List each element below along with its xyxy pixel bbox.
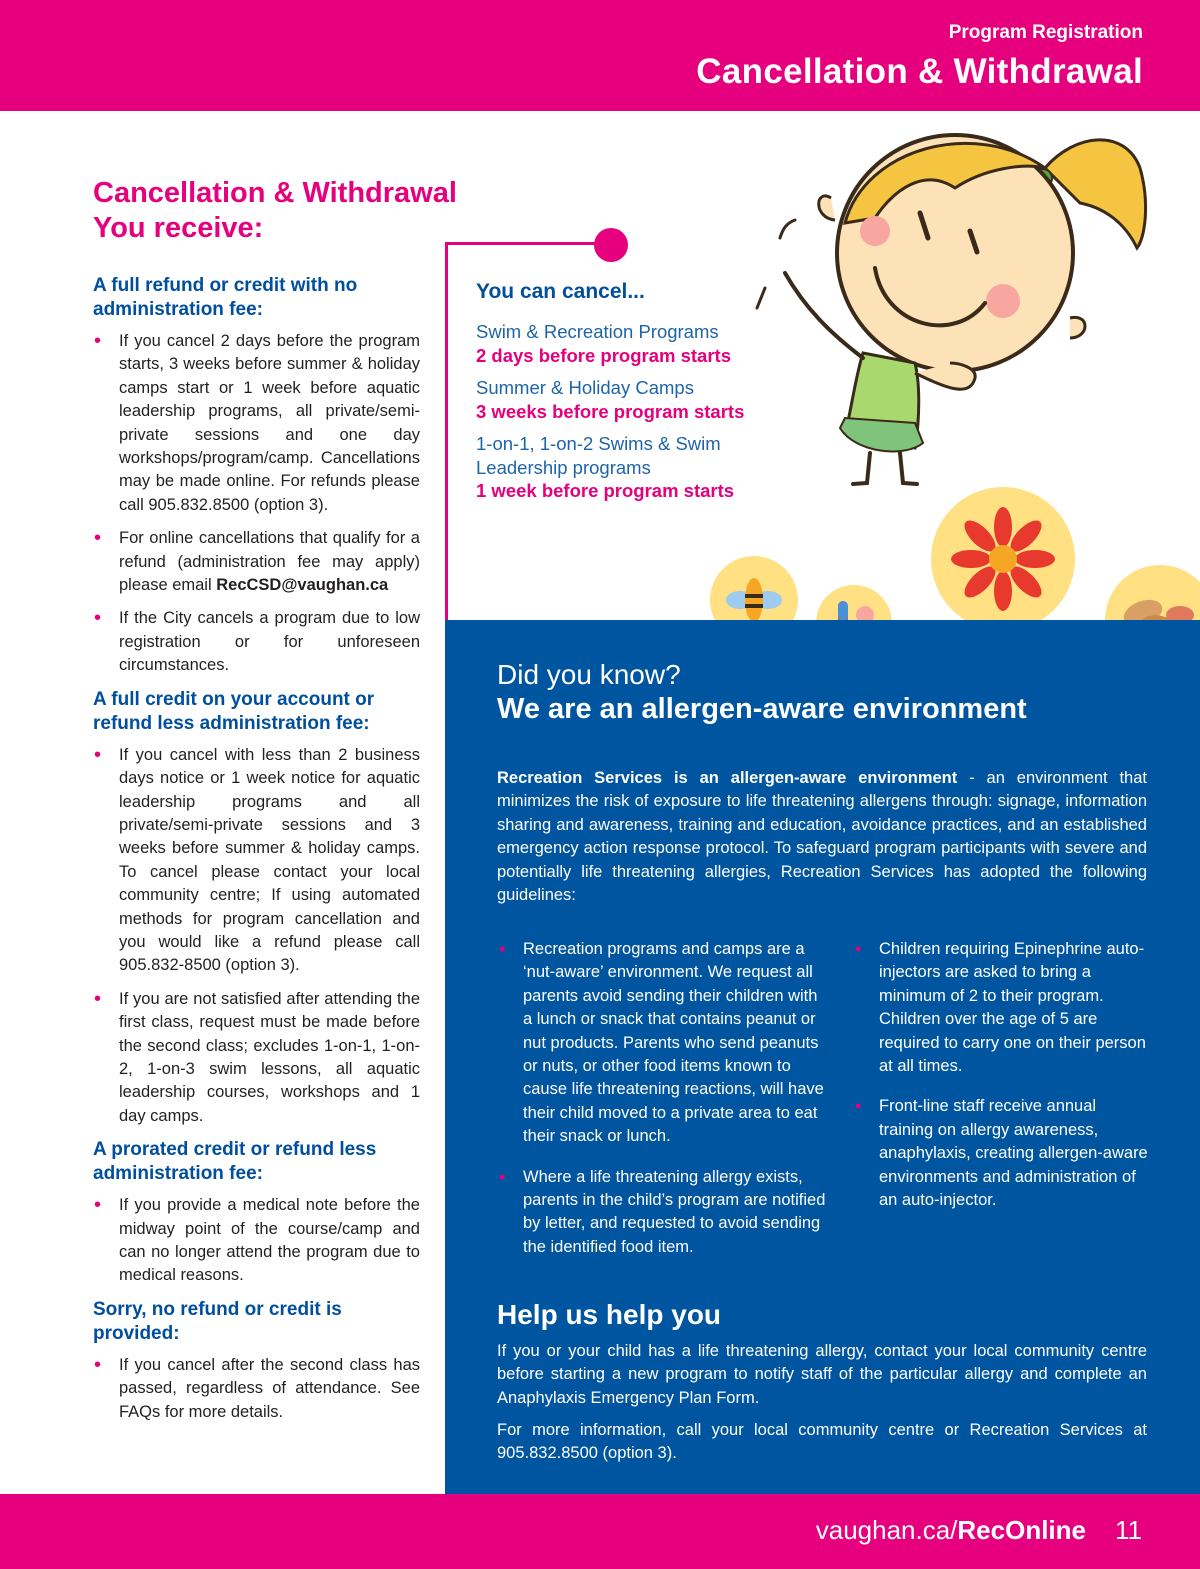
list-item: • If you cancel 2 days before the program starts, 3 weeks before summer & holiday camps start or 1 week before aquatic leadership programs, all private/semi-private sessions and one day workshops/program/camp. Cancellations may be made online. For refunds please call 905.832.8500 (option 3). — [93, 330, 420, 517]
bullet-list — [93, 330, 420, 678]
header-title: Cancellation & Withdrawal — [696, 52, 1143, 91]
section-no-refund — [93, 1298, 420, 1424]
cancel-program: 1-on-1, 1-on-2 Swims & Swim Leadership programs — [476, 433, 721, 478]
section-prorated — [93, 1138, 420, 1288]
callout-line — [445, 242, 448, 622]
section-full-refund — [93, 274, 420, 678]
flower-icon — [931, 487, 1075, 631]
list-item: • Recreation programs and camps are a ‘nut-aware’ environment. We request all parents avoid sending their children with a lunch or snack that contains peanut or nut products. Parents who send peanuts or nuts, or other food items known to cause life threatening reactions, will have their child moved to a private area to eat their snack or lunch. — [497, 938, 827, 1149]
footer-url-prefix: vaughan.ca/ — [815, 1515, 958, 1545]
cancel-deadline: 1 week before program starts — [476, 480, 735, 501]
cancel-deadline: 3 weeks before program starts — [476, 400, 745, 422]
bullet-list — [93, 1194, 420, 1288]
header-band — [0, 0, 1200, 111]
page-number: 11 — [1115, 1515, 1142, 1545]
cancel-deadline: 2 days before program starts — [476, 344, 731, 366]
list-item: • If the City cancels a program due to low registration or for unforeseen circumstances. — [93, 607, 420, 677]
cancel-program: Summer & Holiday Camps — [476, 377, 694, 398]
main-heading — [93, 176, 513, 246]
list-item: • Where a life threatening allergy exists, parents in the child’s program are notified by letter, and requested to avoid sending the identified food item. — [497, 1166, 827, 1260]
bullet-list — [93, 1354, 420, 1424]
footer-url[interactable] — [816, 1515, 1086, 1546]
main-heading-line2: You receive: — [93, 212, 264, 244]
allergen-intro — [497, 767, 1147, 907]
allergen-panel — [445, 620, 1200, 1494]
callout-dot — [594, 228, 628, 262]
bullet-list — [93, 744, 420, 1129]
list-item: • Front-line staff receive annual training on allergy awareness, anaphylaxis, creating allergen-aware environments and administration of an auto-injector. — [853, 1095, 1153, 1212]
guideline-list-right — [853, 938, 1153, 1229]
refund-policy-column — [93, 274, 420, 1434]
list-item: • If you provide a medical note before the midway point of the course/camp and can no longer attend the program due to medical reasons. — [93, 1194, 420, 1288]
list-item: • If you are not satisfied after attending the first class, request must be made before the second class; excludes 1-on-1, 1-on-2, 1-on-3 swim lessons, all aquatic leadership courses, workshops and 1 day camps. — [93, 988, 420, 1128]
callout-line — [445, 242, 605, 245]
cancel-box-title: You can cancel... — [476, 280, 645, 303]
email-link[interactable]: RecCSD@vaughan.ca — [216, 576, 389, 595]
list-item: • If you cancel after the second class has passed, regardless of attendance. See FAQs for more details. — [93, 1354, 420, 1424]
section-title: A prorated credit or refund less administration fee: — [93, 1139, 377, 1185]
footer-url-bold: RecOnline — [957, 1515, 1086, 1545]
main-heading-line1: Cancellation & Withdrawal — [93, 177, 457, 209]
list-item — [93, 527, 420, 597]
allergen-heading: We are an allergen-aware environment — [497, 693, 1027, 725]
intro-bold: Recreation Services is an allergen-aware environment — [497, 769, 958, 787]
cancel-program: Swim & Recreation Programs — [476, 321, 719, 342]
footer-band — [0, 1494, 1200, 1569]
girl-illustration — [745, 128, 1165, 498]
intro-text: - an environment that minimizes the risk of exposure to life threatening allergens through: signage, information sharing and awareness, training and education, avoidance practices, and an established emergency action response protocol. To safeguard program participants with severe and potentially life threatening allergies, Recreation Services has adopted the following guidelines: — [497, 769, 1147, 905]
list-item-text: For online cancellations that qualify for a refund (administration fee may apply) please email — [119, 529, 420, 595]
guideline-list-left — [497, 938, 827, 1276]
help-heading: Help us help you — [497, 1299, 722, 1330]
did-you-know: Did you know? — [497, 659, 681, 690]
help-paragraph: If you or your child has a life threatening allergy, contact your local community centre before starting a new program to notify staff of the particular allergy and complete an Anaphylaxis Emergency Plan Form. — [497, 1342, 1147, 1407]
flower-icon-graphic — [931, 487, 1075, 631]
section-title: Sorry, no refund or credit is provided: — [93, 1298, 342, 1344]
header-kicker: Program Registration — [948, 22, 1143, 43]
section-full-credit — [93, 688, 420, 1129]
section-title: A full refund or credit with no administration fee: — [93, 275, 358, 320]
section-title: A full credit on your account or refund less administration fee: — [93, 688, 375, 734]
list-item: • Children requiring Epinephrine auto-injectors are asked to bring a minimum of 2 to their program. Children over the age of 5 are required to carry one on their person at all times. — [853, 938, 1153, 1078]
help-paragraph: For more information, call your local community centre or Recreation Services at 905.832.8500 (option 3). — [497, 1421, 1147, 1463]
list-item: • If you cancel with less than 2 business days notice or 1 week notice for aquatic leadership programs and all private/semi-private sessions and 3 weeks before summer & holiday camps. To cancel please contact your local community centre; If using automated methods for program cancellation and you would like a refund please call 905.832-8500 (option 3). — [93, 744, 420, 978]
